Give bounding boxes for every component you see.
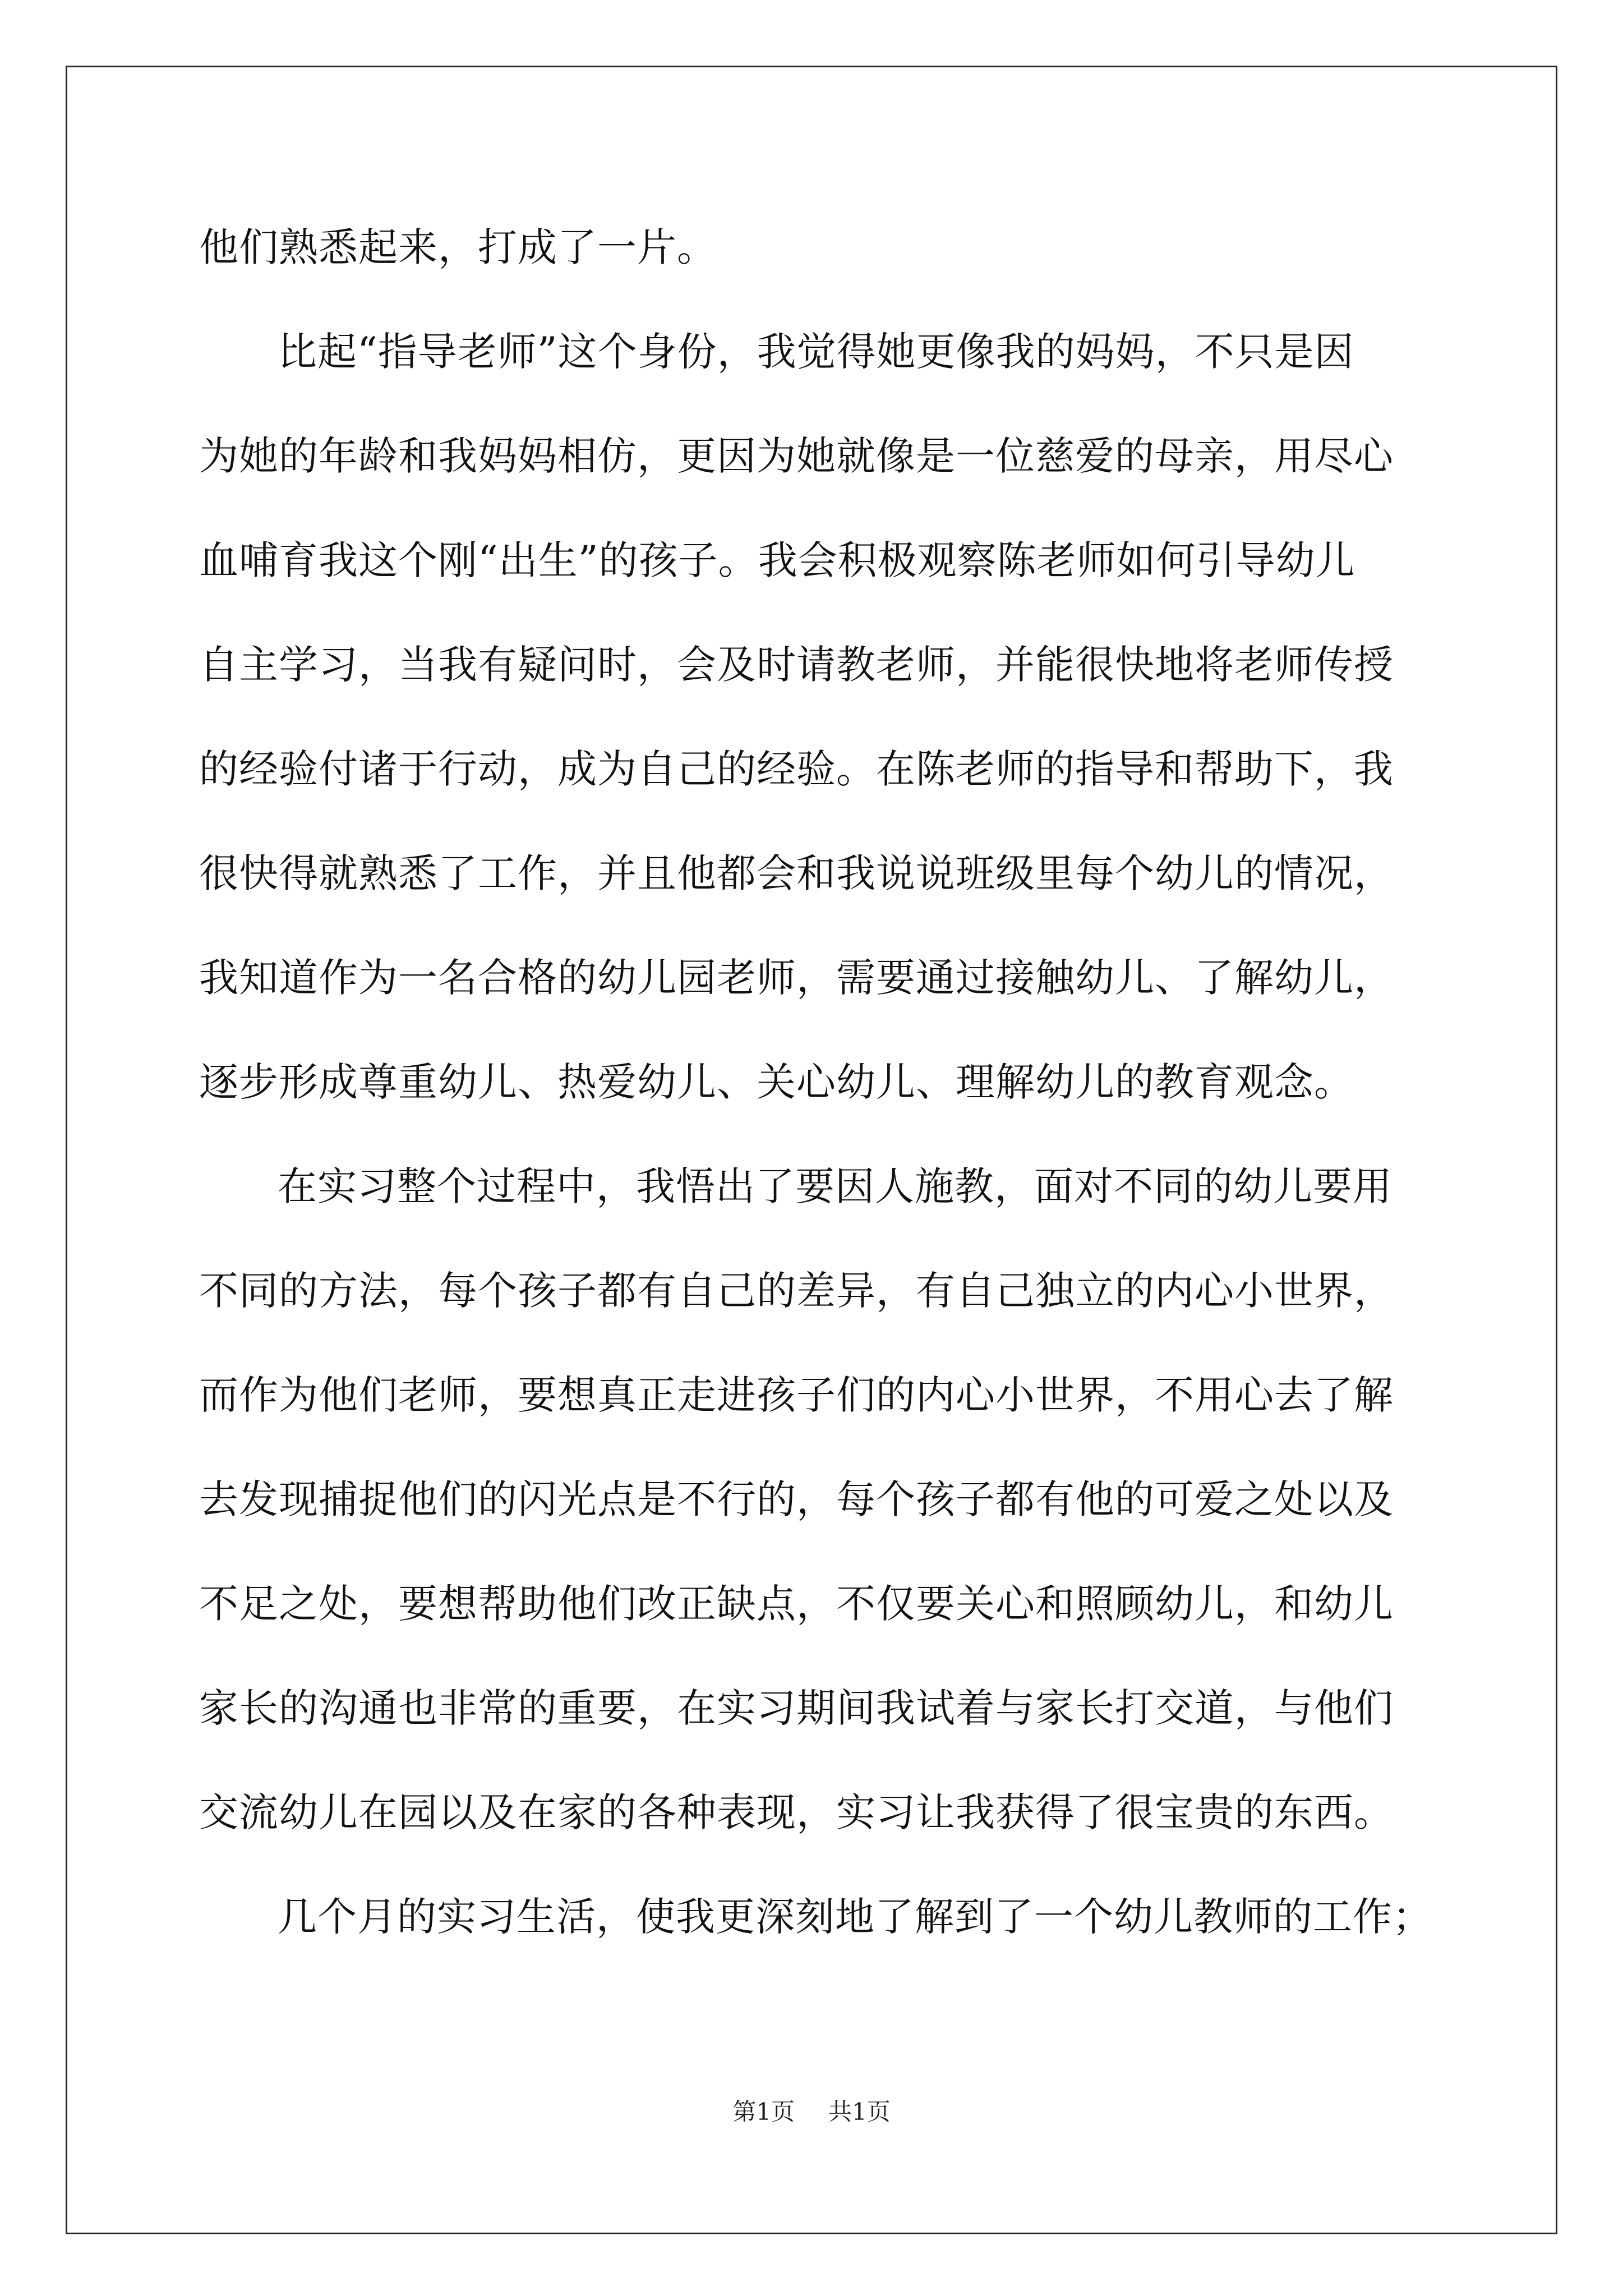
text-line-12: 而作为他们老师，要想真正走进孩子们的内心小世界，不用心去了解: [199, 1372, 1394, 1418]
text-line-1: 他们熟悉起来，打成了一片。: [199, 224, 717, 270]
text-line-9: 逐步形成尊重幼儿、热爱幼儿、关心幼儿、理解幼儿的教育观念。: [199, 1059, 1354, 1105]
text-line-5: 自主学习，当我有疑问时，会及时请教老师，并能很快地将老师传授: [199, 642, 1394, 688]
page-footer: [0, 2095, 1623, 2129]
text-line-10: 在实习整个过程中，我悟出了要因人施教，面对不同的幼儿要用: [278, 1163, 1393, 1209]
text-line-2: 比起“指导老师”这个身份，我觉得她更像我的妈妈，不只是因: [278, 329, 1354, 375]
text-line-13: 去发现捕捉他们的闪光点是不行的，每个孩子都有他的可爱之处以及: [199, 1476, 1394, 1522]
text-line-17: 几个月的实习生活，使我更深刻地了解到了一个幼儿教师的工作；: [278, 1894, 1432, 1940]
document-body: [199, 217, 1436, 1990]
page-total: 共1页: [828, 2098, 891, 2125]
page-number: 第1页: [732, 2098, 795, 2125]
text-line-15: 家长的沟通也非常的重要，在实习期间我试着与家长打交道，与他们: [199, 1685, 1394, 1731]
text-line-16: 交流幼儿在园以及在家的各种表现，实习让我获得了很宝贵的东西。: [199, 1789, 1394, 1835]
text-line-4: 血哺育我这个刚“出生”的孩子。我会积极观察陈老师如何引导幼儿: [199, 537, 1355, 583]
text-line-7: 很快得就熟悉了工作，并且他都会和我说说班级里每个幼儿的情况，: [199, 850, 1394, 896]
text-line-3: 为她的年龄和我妈妈相仿，更因为她就像是一位慈爱的母亲，用尽心: [199, 433, 1394, 479]
text-line-11: 不同的方法，每个孩子都有自己的差异，有自己独立的内心小世界，: [199, 1268, 1394, 1314]
text-line-6: 的经验付诸于行动，成为自己的经验。在陈老师的指导和帮助下，我: [199, 746, 1394, 792]
text-line-14: 不足之处，要想帮助他们改正缺点，不仅要关心和照顾幼儿，和幼儿: [199, 1581, 1394, 1627]
text-line-8: 我知道作为一名合格的幼儿园老师，需要通过接触幼儿、了解幼儿，: [199, 955, 1394, 1001]
